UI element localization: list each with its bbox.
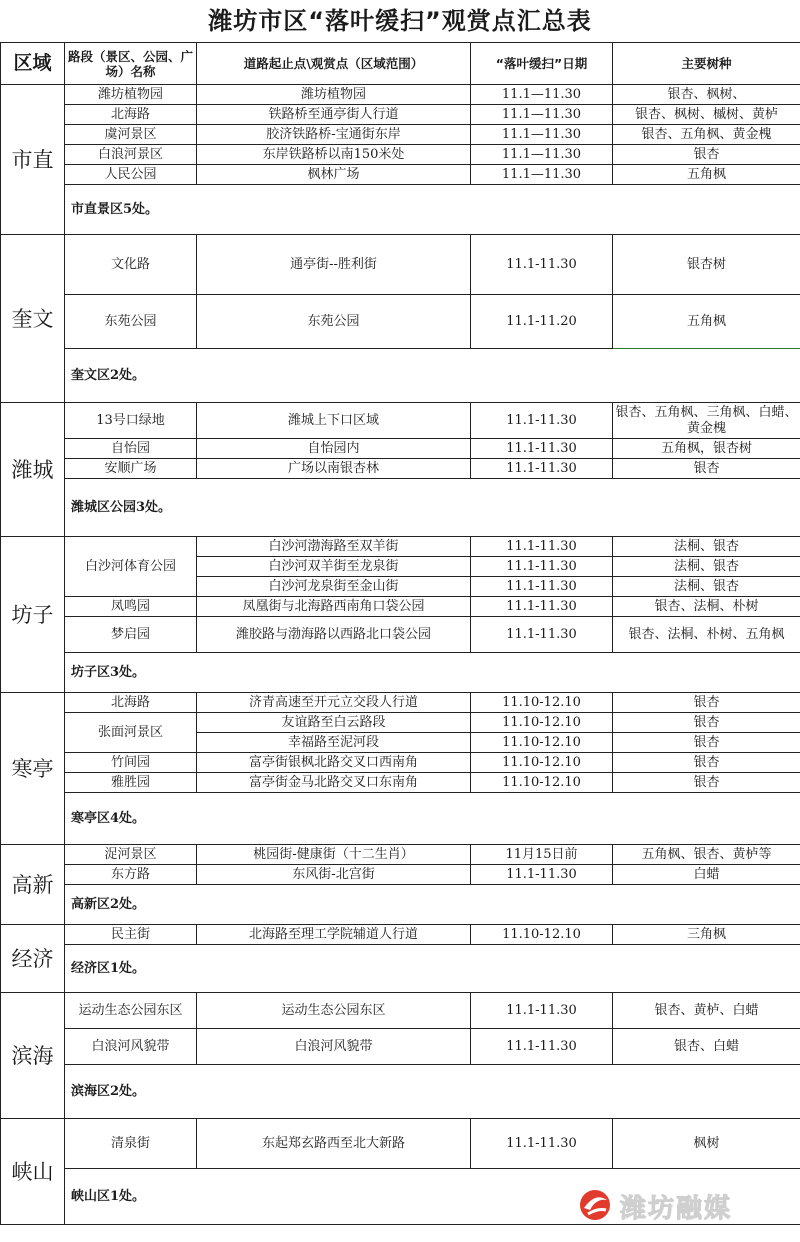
section-summary-row	[1, 1065, 800, 1119]
road-cell: 浞河景区	[65, 845, 197, 865]
date-cell: 11.10-12.10	[471, 693, 613, 713]
table-row	[1, 85, 800, 105]
header-road: 路段（景区、公园、广场）名称	[65, 43, 197, 85]
trees-cell: 法桐、银杏	[613, 537, 800, 557]
section-summary-row	[1, 185, 800, 235]
region-cell: 滨海	[1, 993, 65, 1119]
header-row	[1, 43, 800, 85]
table-row	[1, 459, 800, 479]
date-cell: 11.1-11.30	[471, 537, 613, 557]
region-cell: 寒亭	[1, 693, 65, 845]
table-row	[1, 1029, 800, 1065]
road-cell: 竹间园	[65, 753, 197, 773]
range-cell: 白沙河渤海路至双羊街	[197, 537, 471, 557]
date-cell: 11.1-11.30	[471, 865, 613, 885]
road-cell: 清泉街	[65, 1119, 197, 1169]
trees-cell: 五角枫	[613, 165, 800, 185]
date-cell: 11.1-11.20	[471, 295, 613, 349]
trees-cell: 银杏、白蜡	[613, 1029, 800, 1065]
range-cell: 潍胶路与渤海路以西路北口袋公园	[197, 617, 471, 653]
date-cell: 11.1—11.30	[471, 165, 613, 185]
table-row	[1, 165, 800, 185]
region-cell: 经济	[1, 925, 65, 993]
section-summary: 高新区2处。	[65, 885, 800, 925]
range-cell: 富亭街银枫北路交叉口西南角	[197, 753, 471, 773]
section-summary: 滨海区2处。	[65, 1065, 800, 1119]
date-cell: 11.1-11.30	[471, 1029, 613, 1065]
road-cell: 东方路	[65, 865, 197, 885]
trees-cell: 银杏树	[613, 235, 800, 295]
summary-table	[0, 42, 800, 1225]
section-summary: 奎文区2处。	[65, 349, 800, 403]
region-cell: 坊子	[1, 537, 65, 693]
table-row	[1, 125, 800, 145]
section-summary: 经济区1处。	[65, 945, 800, 993]
section-summary: 潍城区公园3处。	[65, 479, 800, 537]
range-cell: 潍城上下口区域	[197, 403, 471, 439]
date-cell: 11.1—11.30	[471, 145, 613, 165]
section-summary-row	[1, 793, 800, 845]
date-cell: 11.1-11.30	[471, 1119, 613, 1169]
section-summary-row	[1, 653, 800, 693]
range-cell: 胶济铁路桥-宝通街东岸	[197, 125, 471, 145]
road-cell: 民主街	[65, 925, 197, 945]
trees-cell: 银杏	[613, 753, 800, 773]
watermark-text: 潍坊融媒	[620, 1194, 733, 1224]
range-cell: 富亭街金马北路交叉口东南角	[197, 773, 471, 793]
table-row	[1, 617, 800, 653]
range-cell: 枫林广场	[197, 165, 471, 185]
region-cell: 高新	[1, 845, 65, 925]
range-cell: 东苑公园	[197, 295, 471, 349]
road-cell: 运动生态公园东区	[65, 993, 197, 1029]
region-cell: 市直	[1, 85, 65, 235]
section-summary-row	[1, 885, 800, 925]
table-row	[1, 865, 800, 885]
table-row	[1, 537, 800, 557]
media-logo-icon	[576, 1188, 614, 1222]
date-cell: 11.1-11.30	[471, 617, 613, 653]
date-cell: 11.10-12.10	[471, 753, 613, 773]
trees-cell: 银杏、黄栌、白蜡	[613, 993, 800, 1029]
date-cell: 11.1-11.30	[471, 459, 613, 479]
trees-cell: 法桐、银杏	[613, 557, 800, 577]
trees-cell: 银杏、法桐、朴树、五角枫	[613, 617, 800, 653]
trees-cell: 银杏	[613, 773, 800, 793]
table-row	[1, 105, 800, 125]
trees-cell: 银杏	[613, 145, 800, 165]
range-cell: 桃园街-健康街（十二生肖）	[197, 845, 471, 865]
section-summary-row	[1, 945, 800, 993]
trees-cell: 银杏	[613, 713, 800, 733]
table-row	[1, 773, 800, 793]
section-summary: 市直景区5处。	[65, 185, 800, 235]
range-cell: 白沙河龙泉街至金山街	[197, 577, 471, 597]
road-cell: 白浪河景区	[65, 145, 197, 165]
table-row	[1, 439, 800, 459]
range-cell: 幸福路至泥河段	[197, 733, 471, 753]
page-title: 潍坊市区“落叶缓扫”观赏点汇总表	[208, 7, 592, 35]
road-cell: 梦启园	[65, 617, 197, 653]
trees-cell: 五角枫、银杏、黄栌等	[613, 845, 800, 865]
date-cell: 11.10-12.10	[471, 713, 613, 733]
section-summary: 峡山区1处。	[65, 1169, 800, 1225]
region-cell: 峡山	[1, 1119, 65, 1225]
road-cell: 北海路	[65, 693, 197, 713]
range-cell: 白浪河风貌带	[197, 1029, 471, 1065]
range-cell: 白沙河双羊街至龙泉街	[197, 557, 471, 577]
road-cell: 安顺广场	[65, 459, 197, 479]
range-cell: 广场以南银杏林	[197, 459, 471, 479]
trees-cell: 枫树	[613, 1119, 800, 1169]
road-cell: 潍坊植物园	[65, 85, 197, 105]
date-cell: 11.1-11.30	[471, 597, 613, 617]
section-summary: 坊子区3处。	[65, 653, 800, 693]
trees-cell: 银杏、枫树、	[613, 85, 800, 105]
date-cell: 11.1—11.30	[471, 85, 613, 105]
trees-cell: 五角枫	[613, 295, 800, 349]
trees-cell: 银杏	[613, 693, 800, 713]
range-cell: 北海路至理工学院辅道人行道	[197, 925, 471, 945]
table-row	[1, 993, 800, 1029]
table-row	[1, 845, 800, 865]
section-summary-row	[1, 479, 800, 537]
date-cell: 11.1-11.30	[471, 557, 613, 577]
road-cell: 白沙河体育公园	[65, 537, 197, 597]
date-cell: 11.1—11.30	[471, 125, 613, 145]
road-cell: 北海路	[65, 105, 197, 125]
date-cell: 11.1-11.30	[471, 577, 613, 597]
road-cell: 雅胜园	[65, 773, 197, 793]
road-cell: 白浪河风貌带	[65, 1029, 197, 1065]
trees-cell: 银杏、五角枫、三角枫、白蜡、黄金槐	[613, 403, 800, 439]
date-cell: 11.1-11.30	[471, 403, 613, 439]
table-row	[1, 145, 800, 165]
trees-cell: 银杏、法桐、朴树	[613, 597, 800, 617]
table-row	[1, 753, 800, 773]
trees-cell: 银杏	[613, 733, 800, 753]
trees-cell: 三角枫	[613, 925, 800, 945]
table-row	[1, 693, 800, 713]
road-cell: 文化路	[65, 235, 197, 295]
road-cell: 13号口绿地	[65, 403, 197, 439]
header-region: 区域	[1, 43, 65, 85]
table-row	[1, 403, 800, 439]
range-cell: 潍坊植物园	[197, 85, 471, 105]
table-row	[1, 1119, 800, 1169]
date-cell: 11.1-11.30	[471, 235, 613, 295]
table-row	[1, 713, 800, 733]
range-cell: 铁路桥至通亭街人行道	[197, 105, 471, 125]
range-cell: 东起郑玄路西至北大新路	[197, 1119, 471, 1169]
range-cell: 东岸铁路桥以南150米处	[197, 145, 471, 165]
range-cell: 济青高速至开元立交段人行道	[197, 693, 471, 713]
range-cell: 通亭街--胜利街	[197, 235, 471, 295]
road-cell: 凤鸣园	[65, 597, 197, 617]
table-row	[1, 295, 800, 349]
header-trees: 主要树种	[613, 43, 800, 85]
watermark	[576, 1184, 800, 1228]
road-cell: 张面河景区	[65, 713, 197, 753]
range-cell: 凤凰街与北海路西南角口袋公园	[197, 597, 471, 617]
date-cell: 11月15日前	[471, 845, 613, 865]
table-row	[1, 925, 800, 945]
date-cell: 11.10-12.10	[471, 733, 613, 753]
trees-cell: 法桐、银杏	[613, 577, 800, 597]
date-cell: 11.1—11.30	[471, 105, 613, 125]
date-cell: 11.10-12.10	[471, 925, 613, 945]
range-cell: 自怡园内	[197, 439, 471, 459]
header-range: 道路起止点\观赏点（区域范围）	[197, 43, 471, 85]
section-summary: 寒亭区4处。	[65, 793, 800, 845]
table-row	[1, 235, 800, 295]
trees-cell: 白蜡	[613, 865, 800, 885]
road-cell: 虞河景区	[65, 125, 197, 145]
region-cell: 奎文	[1, 235, 65, 403]
range-cell: 运动生态公园东区	[197, 993, 471, 1029]
trees-cell: 银杏、枫树、槭树、黄栌	[613, 105, 800, 125]
road-cell: 人民公园	[65, 165, 197, 185]
trees-cell: 银杏	[613, 459, 800, 479]
trees-cell: 五角枫，银杏树	[613, 439, 800, 459]
date-cell: 11.10-12.10	[471, 773, 613, 793]
table-row	[1, 597, 800, 617]
date-cell: 11.1-11.30	[471, 439, 613, 459]
range-cell: 友谊路至白云路段	[197, 713, 471, 733]
section-summary-row	[1, 349, 800, 403]
trees-cell: 银杏、五角枫、黄金槐	[613, 125, 800, 145]
header-date: “落叶缓扫”日期	[471, 43, 613, 85]
road-cell: 自怡园	[65, 439, 197, 459]
road-cell: 东苑公园	[65, 295, 197, 349]
date-cell: 11.1-11.30	[471, 993, 613, 1029]
range-cell: 东风街-北宫街	[197, 865, 471, 885]
region-cell: 潍城	[1, 403, 65, 537]
